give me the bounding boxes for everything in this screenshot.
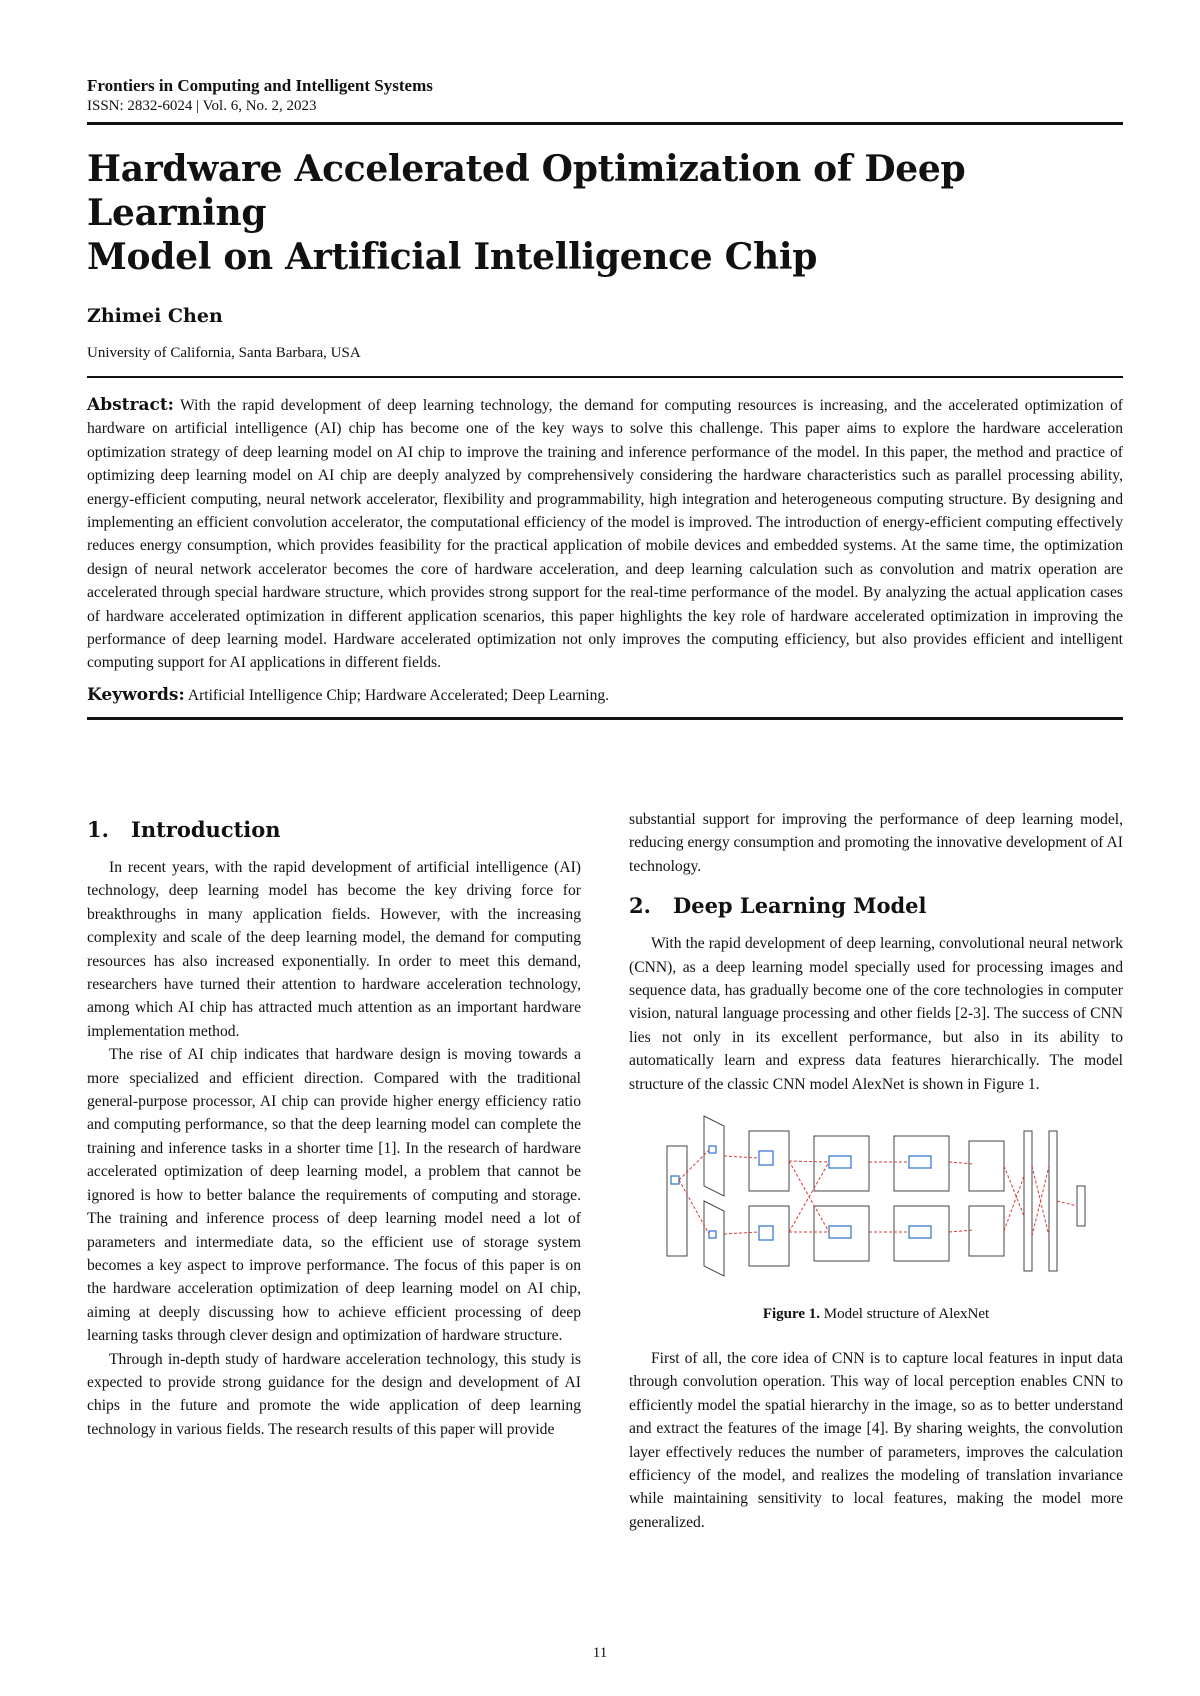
section-2-number: 2. [629,893,651,919]
keywords-rule [87,717,1123,720]
abstract-text: With the rapid development of deep learning technology, the demand for computing resources is increasing, and the accelerated optimization of hardware on artificial intelligence (AI) chip has become one of the key ways to solve this challenge. This paper aims to explore the hardware acceleration optimization strategy of deep learning model on AI chip to improve the training and inference performance of the model. In this paper, the method and practice of optimizing deep learning model on AI chip are deeply analyzed by comprehensively considering the hardware characteristics such as parallel processing ability, energy-efficient computing, neural network accelerator, flexibility and programmability, high integration and heterogeneous computing structure. By designing and implementing an efficient convolution accelerator, the computational efficiency of the model is improved. The introduction of energy-efficient computing effectively reduces energy consumption, which provides feasibility for the practical application of mobile devices and embedded systems. At the same time, the optimization design of neural network accelerator becomes the core of hardware acceleration, and deep learning calculation such as convolution and matrix operation are accelerated through special hardware structure, which provides strong support for the real-time performance of the model. By analyzing the actual application cases of hardware accelerated optimization in different application scenarios, this paper highlights the key role of hardware accelerated optimization in improving the performance of deep learning model. Hardware accelerated optimization not only improves the computing efficiency, but also provides efficient and intelligent computing support for AI applications in different fields. [87,397,1123,672]
figure-1-caption [629,1303,1123,1326]
flow-line-3 [724,1156,759,1158]
kernel-marker-7 [829,1226,851,1238]
abstract [87,394,1123,675]
figure-1-label: Figure 1. [762,1306,821,1323]
keywords-text: Artificial Intelligence Chip; Hardware Accelerated; Deep Learning. [187,686,610,704]
alexnet-figure [629,1106,1123,1286]
keywords [87,685,1123,705]
conv2-top-block [749,1131,789,1191]
flow-line-4 [724,1232,759,1234]
author-name: Zhimei Chen [87,305,223,327]
kernel-marker-3 [709,1231,716,1238]
left-column [87,812,581,1441]
input-layer-block [667,1146,687,1256]
kernel-marker-4 [759,1151,773,1165]
flow-line-12 [949,1230,974,1232]
abstract-label: Abstract: [87,395,174,415]
kernel-marker-6 [829,1156,851,1168]
conv2-bottom-block [749,1206,789,1266]
conv3-bottom-block [814,1206,869,1261]
section-1-paragraph-3-continued: substantial support for improving the performance of deep learning model, reducing energy consumption and promoting the innovative development of AI technology. [629,811,1123,875]
keywords-label: Keywords: [87,684,185,705]
section-2-heading [629,892,1123,920]
section-1-paragraph-1: In recent years, with the rapid development of artificial intelligence (AI) technology, deep learning model has become the key driving force for breakthroughs in many application fields. However, with the increasing complexity and scale of the deep learning model, the demand for computing resources has also increased exponentially. In order to meet this demand, researchers have turned their attention to hardware acceleration technology, among which AI chip has attracted much attention as an important hardware implementation method. [87,859,581,1040]
section-1-paragraph-3: Through in-depth study of hardware acceleration technology, this study is expected to provide strong guidance for the design and development of AI chips in the future and promote the wide application of deep learning technology in various fields. The research results of this paper will provide [87,1350,581,1438]
section-2-paragraph-2: First of all, the core idea of CNN is to capture local features in input data through convolution operation. This way of local perception enables CNN to efficiently model the spatial hierarchy in the image, so as to better understand and extract the features of the image [4]. By sharing weights, the convolution layer effectively reduces the number of parameters, improves the calculation efficiency of the model, and realizes the modeling of translation invariance while maintaining sensitivity to local features, making the model more generalized. [629,1349,1123,1531]
section-1-title: Introduction [131,817,281,842]
output-block [1077,1186,1085,1226]
right-column [629,808,1123,1534]
flow-line-14 [1004,1176,1024,1231]
flow-line-17 [1057,1201,1077,1206]
conv5-top-block [969,1141,1004,1191]
issn-line: ISSN: 2832-6024 | Vol. 6, No. 2, 2023 [87,98,317,114]
kernel-marker-5 [759,1226,773,1240]
section-2-paragraph-1: With the rapid development of deep learning, convolutional neural network (CNN), as a deep learning model specially used for processing images and sequence data, has gradually become one of the core technologies in computer vision, natural language processing and other fields [2-3]. The success of CNN lies not only in its excellent performance, but also in its ability to automatically learn and express data features hierarchically. The model structure of the classic CNN model AlexNet is shown in Figure 1. [629,935,1123,1093]
flow-line-13 [1004,1166,1024,1216]
conv4-top-block [894,1136,949,1191]
header-rule [87,122,1123,125]
affiliation-rule [87,376,1123,378]
section-1-number: 1. [87,817,109,842]
flow-line-11 [949,1162,974,1164]
section-1-paragraph-2: The rise of AI chip indicates that hardware design is moving towards a more specialized and efficient direction. Compared with the traditional general-purpose processor, AI chip can provide higher energy efficiency ratio and computing performance, so that the deep learning model can complete the training and inference tasks in a shorter time [1]. In the research of hardware accelerated optimization of deep learning model, a problem that cannot be ignored is how to better balance the requirements of computing and storage. The training and inference process of deep learning model need a lot of parameters and intermediate data, so the efficient use of storage system becomes a key aspect to improve performance. The focus of this paper is on the hardware acceleration optimization of deep learning model on AI chip, aiming at deeply discussing how to achieve efficient processing of deep learning tasks through clever design and optimization of hardware structure. [87,1046,581,1345]
conv5-bottom-block [969,1206,1004,1256]
page-header-area [87,76,1123,720]
section-2-title: Deep Learning Model [673,893,927,919]
affiliation: University of California, Santa Barbara, USA [87,345,361,361]
figure-1-caption-text: Model structure of AlexNet [823,1306,990,1323]
page-number: 11 [592,1645,608,1661]
kernel-marker-8 [909,1156,931,1168]
conv1-top-block [704,1116,724,1196]
kernel-marker-2 [709,1146,716,1153]
fc1-block [1024,1131,1032,1271]
title-line-1: Hardware Accelerated Optimization of Deep Learning [87,148,966,234]
paper-title [87,147,1123,279]
fc2-block [1049,1131,1057,1271]
flow-line-5 [789,1161,829,1162]
kernel-marker-1 [671,1176,679,1184]
journal-name: Frontiers in Computing and Intelligent Systems [87,76,433,95]
section-1-heading [87,816,581,844]
kernel-marker-9 [909,1226,931,1238]
conv4-bottom-block [894,1206,949,1261]
conv3-top-block [814,1136,869,1191]
title-line-2: Model on Artificial Intelligence Chip [87,236,818,278]
